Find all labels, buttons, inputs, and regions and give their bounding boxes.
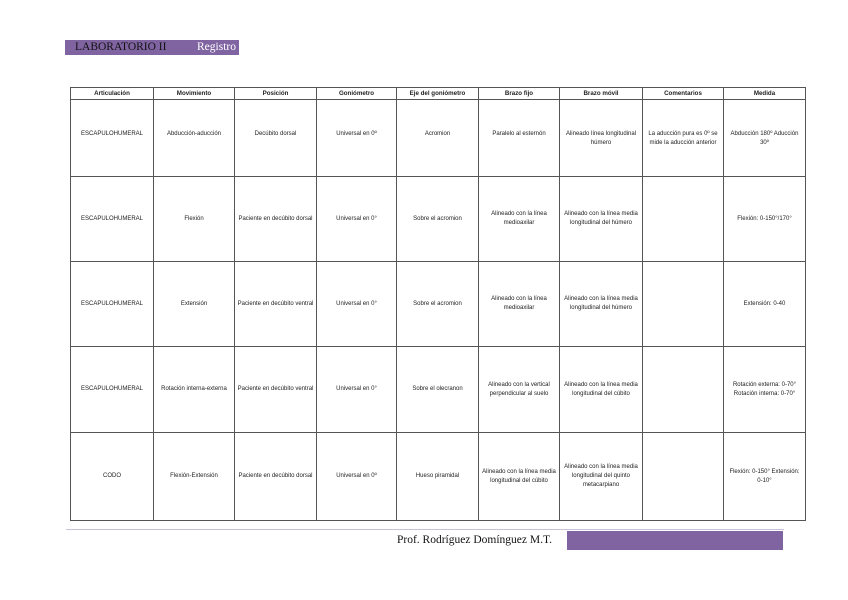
table-cell: Sobre el olecranon [397,347,479,433]
table-cell [643,262,724,347]
table-cell: Universal en 0º [317,100,397,177]
table-cell: Paciente en decúbito dorsal [235,433,317,521]
table-cell: Universal en 0° [317,262,397,347]
table-cell: Acromion [397,100,479,177]
header-bar [65,40,239,55]
column-header: Brazo móvil [560,88,643,100]
table-cell: Alineado con la línea media longitudinal del cúbito [560,347,643,433]
table-cell: Abducción 180º Aducción 30º [724,100,806,177]
table-cell: Flexión [154,177,235,262]
column-header: Posición [235,88,317,100]
column-header: Movimiento [154,88,235,100]
table-cell: Decúbito dorsal [235,100,317,177]
table-cell: ESCAPULOHUMERAL [71,100,154,177]
table-row [71,100,806,177]
table-cell: Alineado línea longitudinal húmero [560,100,643,177]
column-header: Goniómetro [317,88,397,100]
table-cell: Flexión: 0-150°/170° [724,177,806,262]
table-cell: Alineado con la línea media longitudinal del cúbito [479,433,560,521]
table-cell: Rotación externa: 0-70° Rotación interna: 0-70° [724,347,806,433]
table-cell: Hueso piramidal [397,433,479,521]
table-cell: Sobre el acromion [397,177,479,262]
table-cell: Universal en 0º [317,433,397,521]
table-cell: Paciente en decúbito ventral [235,347,317,433]
table-cell: Alineado con la línea media longitudinal del húmero [560,262,643,347]
table-cell: Extensión: 0-40 [724,262,806,347]
table-cell: Abducción-aducción [154,100,235,177]
footer-author: Prof. Rodríguez Domínguez M.T. [397,534,553,546]
table-cell: Paciente en decúbito dorsal [235,177,317,262]
goniometry-table [70,87,806,521]
column-header: Comentarios [643,88,724,100]
table-cell: Alineado con la línea media longitudinal del húmero [560,177,643,262]
footer-divider [66,529,784,530]
table-cell [643,433,724,521]
table-cell: La aducción pura es 0º se mide la aducción anterior [643,100,724,177]
table-cell [643,177,724,262]
table-row [71,262,806,347]
header-section-title: Registro [197,41,236,53]
table-cell: Paralelo al esternón [479,100,560,177]
table-cell: Extensión [154,262,235,347]
table-cell: Paciente en decúbito ventral [235,262,317,347]
table-cell: ESCAPULOHUMERAL [71,262,154,347]
table-cell: Flexión-Extensión [154,433,235,521]
table-cell: Alineado con la vertical perpendicular al suelo [479,347,560,433]
table-cell: Alineado con la línea media longitudinal del quinto metacarpiano [560,433,643,521]
column-header: Medida [724,88,806,100]
table-cell: CODO [71,433,154,521]
header-lab-title: LABORATORIO II [75,41,167,53]
table-cell: Universal en 0° [317,177,397,262]
table-row [71,347,806,433]
table-cell: ESCAPULOHUMERAL [71,347,154,433]
column-header: Eje del goniómetro [397,88,479,100]
table-cell: Sobre el acromion [397,262,479,347]
column-header: Brazo fijo [479,88,560,100]
table-header-row [71,88,806,100]
table-row [71,433,806,521]
table-cell [643,347,724,433]
table-cell: Alineado con la línea medioaxilar [479,262,560,347]
table-cell: Universal en 0° [317,347,397,433]
table-cell: Rotación interna-externa [154,347,235,433]
table-cell: ESCAPULOHUMERAL [71,177,154,262]
table-row [71,177,806,262]
column-header: Articulación [71,88,154,100]
table-cell: Flexión: 0-150° Extensión: 0-10° [724,433,806,521]
footer-accent-bar [567,531,783,550]
table-cell: Alineado con la línea medioaxilar [479,177,560,262]
